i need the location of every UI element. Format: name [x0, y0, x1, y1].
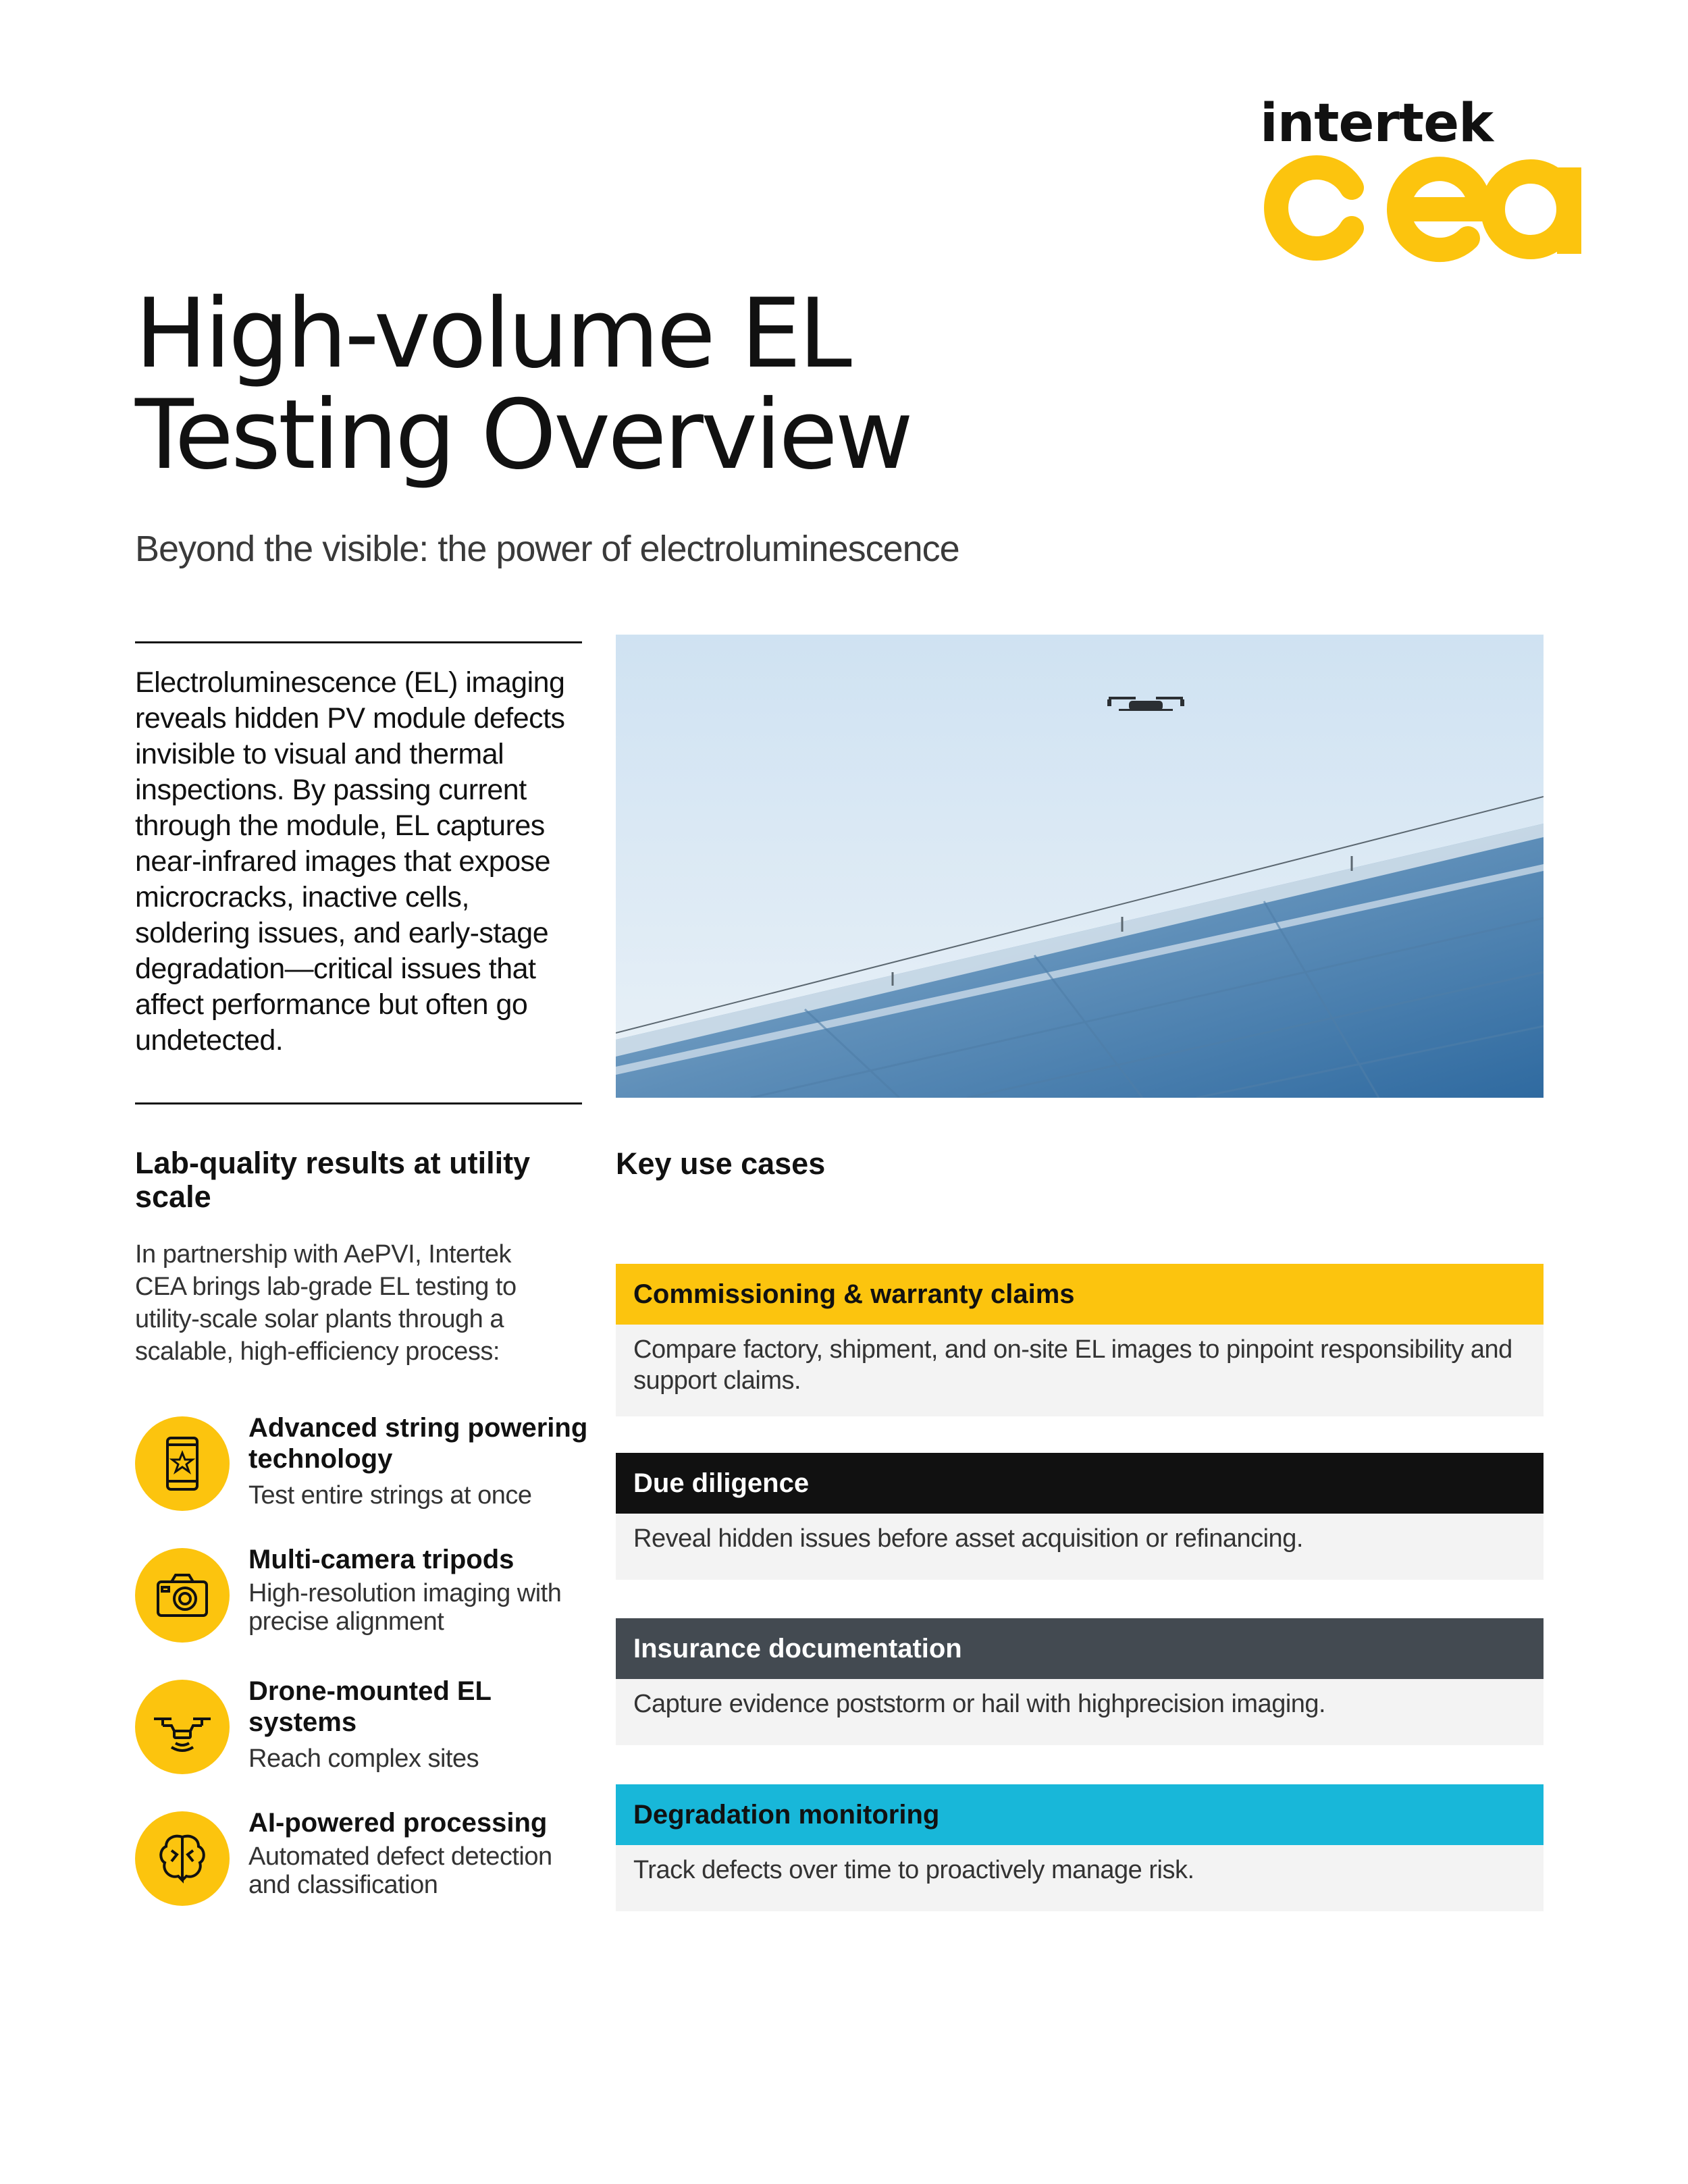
use-case-text: Track defects over time to proactively manage risk. — [616, 1845, 1544, 1911]
phone-star-icon — [135, 1416, 230, 1511]
hero-solar-drone-image — [616, 635, 1544, 1098]
feature-text: Reach complex sites — [248, 1744, 479, 1773]
feature-item — [135, 1545, 594, 1663]
feature-item — [135, 1413, 594, 1531]
brain-icon — [135, 1811, 230, 1906]
use-case-title: Commissioning & warranty claims — [616, 1264, 1544, 1325]
use-cases-heading: Key use cases — [616, 1146, 826, 1181]
divider-bottom — [135, 1102, 582, 1104]
feature-title: Drone-mounted EL systems — [248, 1676, 492, 1737]
use-case-text: Compare factory, shipment, and on-site EL images to pinpoint responsibility and support claims. — [616, 1325, 1544, 1416]
use-case-title: Due diligence — [616, 1453, 1544, 1514]
use-case-card — [616, 1784, 1544, 1911]
feature-text: High-resolution imaging with precise alignment — [248, 1579, 562, 1636]
drone-icon — [135, 1680, 230, 1774]
use-case-text: Reveal hidden issues before asset acquisition or refinancing. — [616, 1514, 1544, 1580]
lab-section-heading: Lab-quality results at utility scale — [135, 1146, 531, 1214]
use-case-card — [616, 1264, 1544, 1416]
feature-item — [135, 1676, 594, 1794]
feature-title: Multi-camera tripods — [248, 1545, 515, 1574]
use-case-card — [616, 1618, 1544, 1745]
title-line-1: High-volume EL — [135, 278, 849, 390]
use-case-text: Capture evidence poststorm or hail with highprecision imaging. — [616, 1679, 1544, 1745]
use-case-title: Insurance documentation — [616, 1618, 1544, 1679]
feature-title: AI-powered processing — [248, 1808, 548, 1838]
feature-item — [135, 1808, 594, 1926]
logo-cea-mark — [1257, 147, 1581, 269]
feature-title: Advanced string powering technology — [248, 1413, 588, 1474]
feature-text: Test entire strings at once — [248, 1481, 532, 1510]
page-title — [135, 278, 1013, 491]
divider-top — [135, 641, 582, 643]
title-line-2: Testing Overview — [135, 379, 911, 491]
use-case-title: Degradation monitoring — [616, 1784, 1544, 1845]
intro-paragraph: Electroluminescence (EL) imaging reveals hidden PV module defects invisible to visual and thermal inspections. By passing current through the module, EL captures near-infrared images that expose microcracks, inactive cells, soldering issues, and early-stage degradation—critical issues that affect performance but often go undetected. — [135, 666, 565, 1057]
page-subtitle: Beyond the visible: the power of electroluminescence — [135, 529, 959, 569]
use-case-card — [616, 1453, 1544, 1580]
camera-icon — [135, 1548, 230, 1643]
feature-text: Automated defect detection and classification — [248, 1842, 552, 1899]
logo-wordmark: intertek — [1260, 93, 1493, 154]
lab-section-description: In partnership with AePVI, Intertek CEA brings lab-grade EL testing to utility-scale solar plants through a scalable, high-efficiency process: — [135, 1240, 517, 1366]
